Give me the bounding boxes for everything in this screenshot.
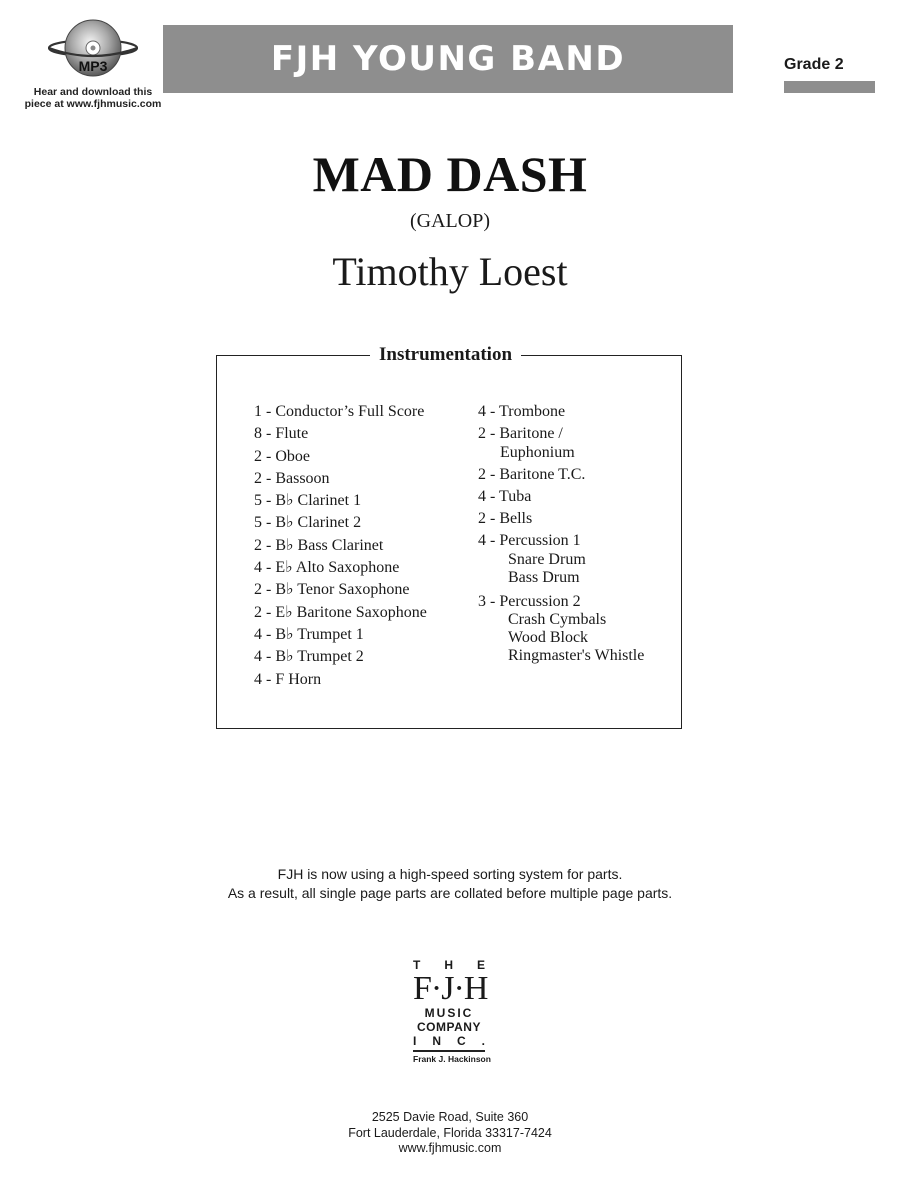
percussion-subitem: Snare Drum — [508, 550, 586, 568]
mp3-badge — [18, 18, 168, 118]
logo-letter: H — [463, 970, 488, 1007]
address-website: www.fjhmusic.com — [398, 1141, 502, 1155]
logo-letter: · — [430, 970, 442, 1007]
instrument-item: 2 - Baritone / — [478, 425, 563, 443]
logo-letter: . — [481, 1034, 485, 1048]
instrument-item: 2 - Bells — [478, 510, 533, 528]
logo-row-company: COMPANY — [417, 1020, 481, 1034]
instrument-item-continuation: Euphonium — [500, 443, 575, 461]
instrument-item: 5 - B♭ Clarinet 1 — [254, 492, 362, 510]
logo-letter: F — [413, 970, 431, 1007]
address-line2: Fort Lauderdale, Florida 33317-7424 — [348, 1125, 552, 1140]
logo-letter: · — [453, 970, 464, 1007]
instrument-item: 4 - Tuba — [478, 487, 532, 505]
mp3-caption-line1: Hear and download this — [33, 86, 153, 98]
instrument-item: 2 - Bassoon — [254, 469, 330, 487]
logo-letter: C — [456, 1034, 466, 1048]
series-banner — [163, 25, 733, 93]
percussion-subitem: Ringmaster's Whistle — [508, 647, 645, 665]
grade-bar — [784, 81, 875, 93]
instrument-item: 2 - B♭ Bass Clarinet — [254, 536, 384, 554]
instrument-item: 4 - F Horn — [254, 670, 322, 688]
instrument-item: 4 - B♭ Trumpet 1 — [254, 625, 364, 643]
instrument-item: 2 - Baritone T.C. — [478, 465, 586, 483]
percussion-subitem: Wood Block — [508, 629, 589, 647]
instrumentation-heading: Instrumentation — [370, 344, 521, 366]
mp3-caption — [18, 86, 168, 110]
piece-title: MAD DASH — [312, 146, 588, 202]
instrument-item: 2 - B♭ Tenor Saxophone — [254, 581, 410, 599]
logo-row-music: MUSIC — [424, 1006, 474, 1020]
mp3-badge-text: MP3 — [78, 58, 108, 74]
logo-letter: J — [441, 970, 454, 1007]
instrument-item: 8 - Flute — [254, 425, 309, 443]
fjh-logo — [413, 958, 493, 1064]
instrument-item: 2 - E♭ Baritone Saxophone — [254, 603, 427, 621]
instrument-item: 5 - B♭ Clarinet 2 — [254, 514, 362, 532]
logo-row-fjh — [413, 970, 488, 1007]
piece-subtitle: (GALOP) — [410, 210, 490, 232]
logo-rule — [413, 1050, 485, 1052]
logo-letter: N — [432, 1034, 441, 1048]
notice-line1: FJH is now using a high-speed sorting system for parts. — [277, 866, 623, 882]
mp3-disc-icon — [48, 18, 138, 84]
instrumentation-list-left — [254, 401, 427, 691]
logo-letter: E — [476, 958, 485, 972]
instrument-item: 4 - B♭ Trumpet 2 — [254, 648, 364, 666]
instrument-item: 4 - Percussion 1 — [478, 532, 581, 550]
notice-line2: As a result, all single page parts are collated before multiple page parts. — [227, 885, 673, 901]
logo-caption: Frank J. Hackinson — [413, 1054, 491, 1064]
instrument-item: 4 - E♭ Alto Saxophone — [254, 559, 400, 577]
instrument-item: 1 - Conductor’s Full Score — [254, 403, 425, 420]
instrument-item: 2 - Oboe — [254, 447, 310, 465]
logo-letter: H — [444, 958, 453, 972]
logo-letter: T — [413, 958, 421, 972]
address-line1: 2525 Davie Road, Suite 360 — [371, 1110, 529, 1124]
logo-letter: I — [413, 1034, 417, 1048]
instrumentation-list-right — [478, 401, 644, 665]
instrument-item: 3 - Percussion 2 — [478, 592, 581, 610]
series-title: FJH YOUNG BAND — [270, 39, 626, 79]
publisher-address — [0, 1110, 900, 1157]
logo-row-inc — [413, 1034, 485, 1048]
mp3-caption-line2: piece at www.fjhmusic.com — [24, 98, 162, 110]
sorting-notice — [0, 865, 900, 903]
percussion-subitem: Crash Cymbals — [508, 611, 607, 629]
instrument-item: 4 - Trombone — [478, 403, 566, 420]
percussion-subitem: Bass Drum — [508, 568, 580, 586]
grade-label: Grade 2 — [784, 56, 844, 73]
composer-name: Timothy Loest — [332, 249, 568, 294]
